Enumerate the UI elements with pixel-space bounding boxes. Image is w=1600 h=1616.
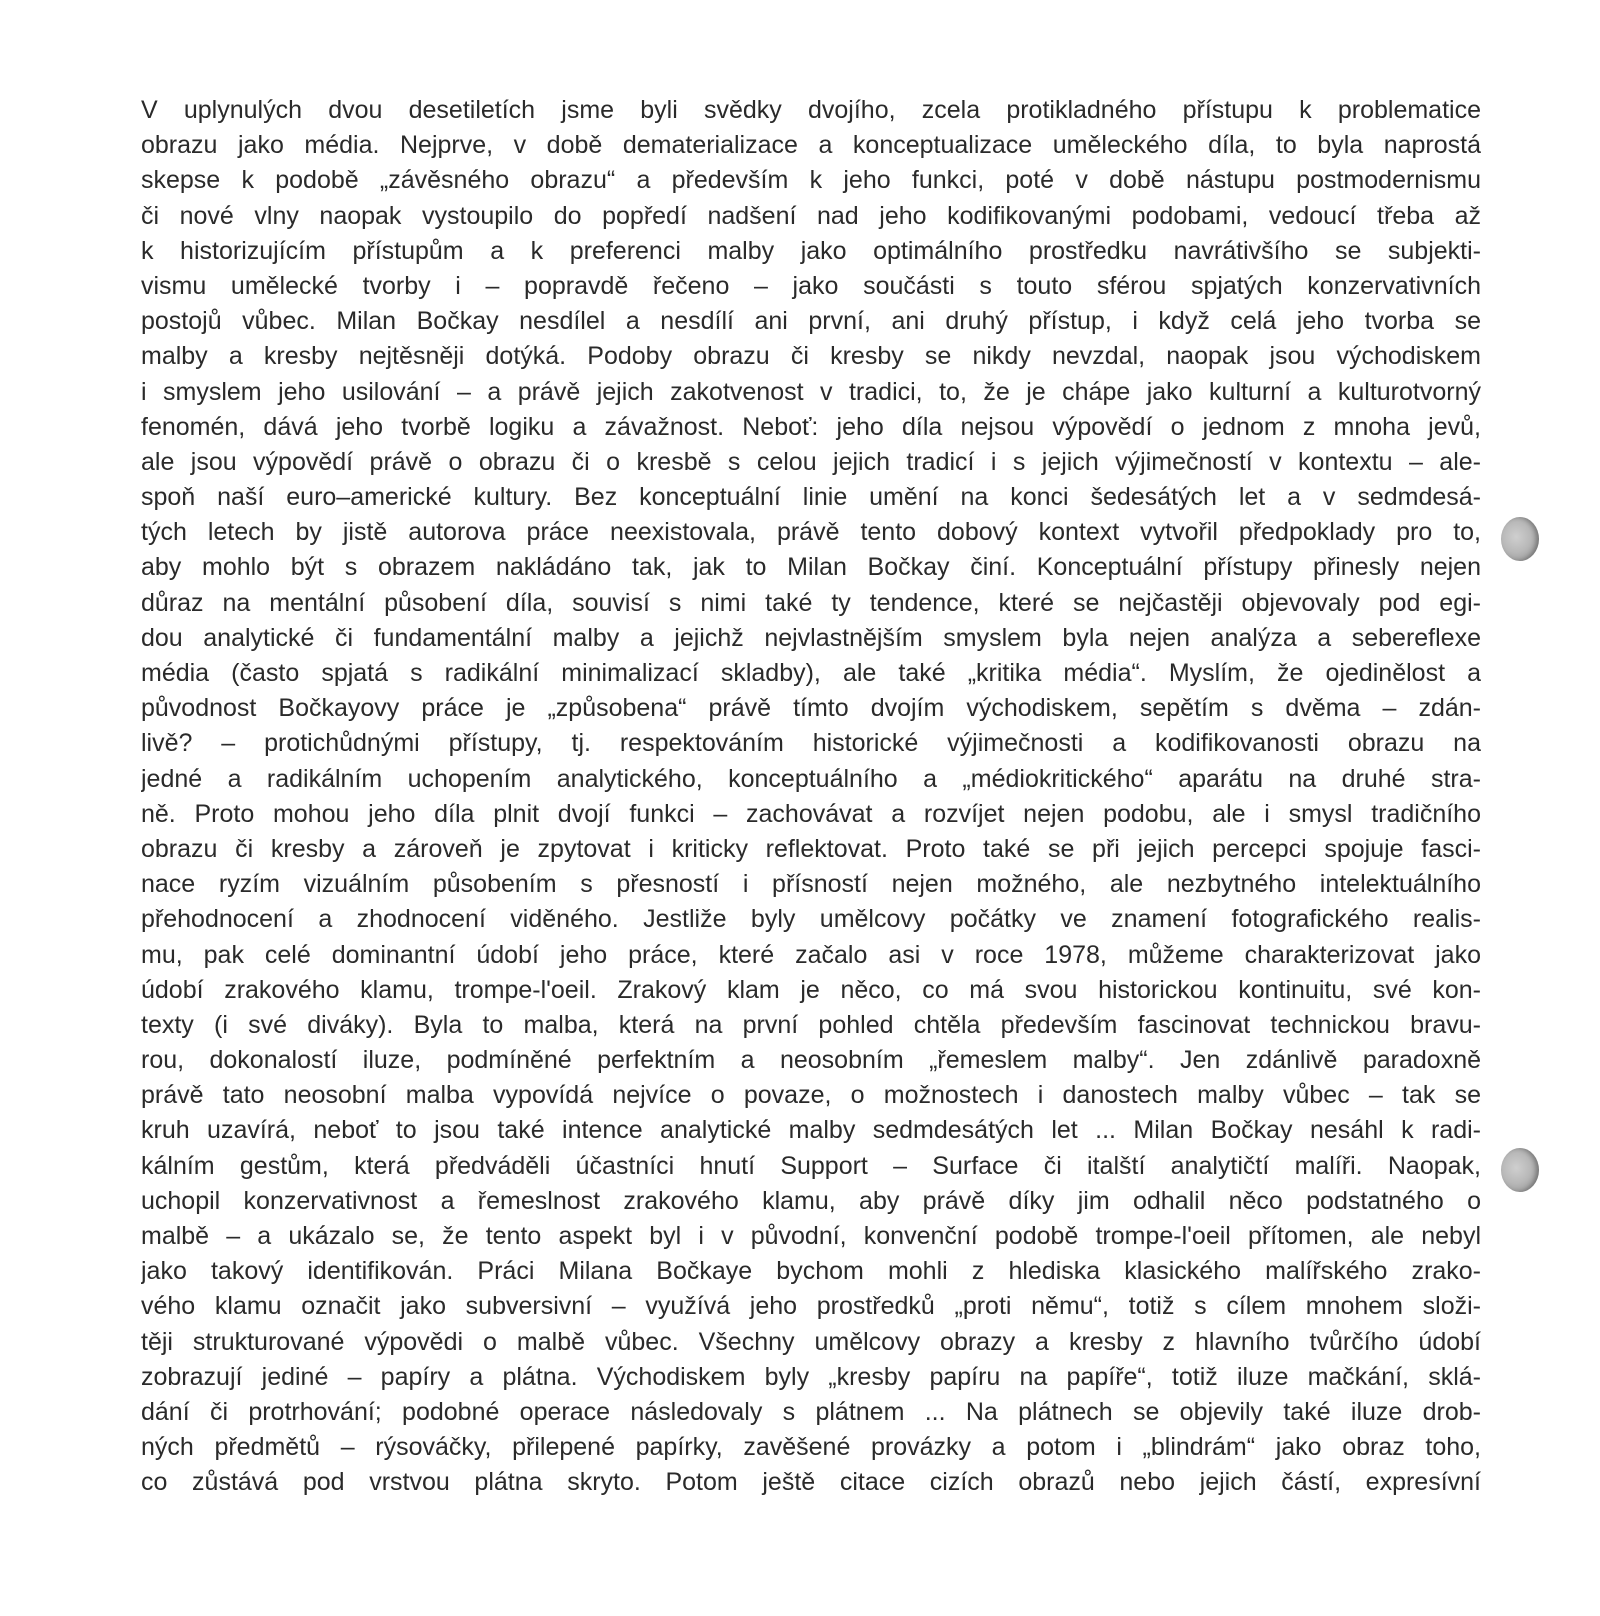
- text-line: dání či protrhování; podobné operace následovaly s plátnem ... Na plátnech se objevily také iluze drob-: [141, 1397, 1481, 1426]
- text-line: média (často spjatá s radikální minimalizací skladby), ale také „kritika média“. Myslím, že ojedinělost a: [141, 659, 1481, 687]
- text-line: původnost Bočkayovy práce je „způsobena“ právě tímto dvojím východiskem, sepětím s dvěma – zdán-: [141, 694, 1481, 723]
- text-line: údobí zrakového klamu, trompe-l'oeil. Zrakový klam je něco, co má svou historickou kontinuitu, své kon-: [141, 975, 1481, 1004]
- text-line: jedné a radikálním uchopením analytického, konceptuálního a „médiokritického“ aparátu na druhé stra-: [141, 764, 1481, 793]
- text-line: právě tato neosobní malba vypovídá nejvíce o povaze, o možnostech i danostech malby vůbec – tak se: [141, 1081, 1481, 1110]
- text-line: skepse k podobě „závěsného obrazu“ a především k jeho funkci, poté v době nástupu postmodernismu: [141, 166, 1481, 195]
- body-text: [141, 93, 1481, 1501]
- text-line: kruh uzavírá, neboť to jsou také intence analytické malby sedmdesátých let ... Milan Bočkay nesáhl k radi-: [141, 1116, 1481, 1145]
- text-line: nace ryzím vizuálním působením s přesností i přísností nejen možného, ale nezbytného intelektuálního: [141, 870, 1481, 899]
- text-line: ných předmětů – rýsováčky, přilepené papírky, zavěšené provázky a potom i „blindrám“ jako obraz toho,: [141, 1433, 1481, 1462]
- text-line: aby mohlo být s obrazem nakládáno tak, jak to Milan Bočkay činí. Konceptuální přístupy přinesly nejen: [141, 553, 1481, 582]
- text-line: rou, dokonalostí iluze, podmíněné perfektním a neosobním „řemeslem malby“. Jen zdánlivě paradoxně: [141, 1046, 1481, 1075]
- text-line: mu, pak celé dominantní údobí jeho práce, které začalo asi v roce 1978, můžeme charakterizovat jako: [141, 940, 1481, 969]
- text-line: jako takový identifikován. Práci Milana Bočkaye bychom mohli z hlediska klasického malířského zrako-: [141, 1257, 1481, 1286]
- text-line: důraz na mentální působení díla, souvisí s nimi také ty tendence, které se nejčastěji objevovaly pod egi-: [141, 588, 1481, 617]
- text-line: přehodnocení a zhodnocení viděného. Jestliže byly umělcovy počátky ve znamení fotografického realis-: [141, 905, 1481, 934]
- text-line: spoň naší euro–americké kultury. Bez konceptuální linie umění na konci šedesátých let a v sedmdesá-: [141, 483, 1481, 512]
- text-line: texty (i své diváky). Byla to malba, která na první pohled chtěla především fascinovat technickou bravu-: [141, 1010, 1481, 1039]
- text-line: tých letech by jistě autorova práce neexistovala, právě tento dobový kontext vytvořil předpoklady pro to,: [141, 518, 1481, 547]
- text-line: uchopil konzervativnost a řemeslnost zrakového klamu, aby právě díky jim odhalil něco podstatného o: [141, 1186, 1481, 1215]
- text-line: ale jsou výpovědí právě o obrazu či o kresbě s celou jejich tradicí i s jejich výjimečností v kontextu – ale-: [141, 447, 1481, 476]
- text-line: zobrazují jediné – papíry a plátna. Východiskem byly „kresby papíru na papíře“, totiž iluze mačkání, sklá-: [141, 1362, 1481, 1391]
- text-line: či nové vlny naopak vystoupilo do popředí nadšení nad jeho kodifikovanými podobami, vedoucí třeba až: [141, 201, 1481, 230]
- text-line: i smyslem jeho usilování – a právě jejich zakotvenost v tradici, to, že je chápe jako kulturní a kulturotvorný: [141, 377, 1481, 406]
- text-line: těji strukturované výpovědi o malbě vůbec. Všechny umělcovy obrazy a kresby z hlavního tvůrčího údobí: [141, 1327, 1481, 1356]
- text-line: livě? – protichůdnými přístupy, tj. respektováním historické výjimečnosti a kodifikovanosti obrazu na: [141, 729, 1481, 758]
- text-line: obrazu či kresby a zároveň je zpytovat i kriticky reflektovat. Proto také se při jejich percepci spojuje fasci-: [141, 834, 1481, 863]
- text-line: malby a kresby nejtěsněji dotýká. Podoby obrazu či kresby se nikdy nevzdal, naopak jsou východiskem: [141, 342, 1481, 371]
- text-line: postojů vůbec. Milan Bočkay nesdílel a nesdílí ani první, ani druhý přístup, i když celá jeho tvorba se: [141, 307, 1481, 336]
- text-line: V uplynulých dvou desetiletích jsme byli svědky dvojího, zcela protikladného přístupu k problematice: [141, 96, 1481, 124]
- punch-hole-top: [1501, 517, 1539, 561]
- text-line: vého klamu označit jako subversivní – využívá jeho prostředků „proti němu“, totiž s cílem mnohem složi-: [141, 1292, 1481, 1321]
- text-line: k historizujícím přístupům a k preferenci malby jako optimálního prostředku navrátivšího se subjekti-: [141, 236, 1481, 265]
- text-line: dou analytické či fundamentální malby a jejichž nejvlastnějším smyslem byla nejen analýza a sebereflexe: [141, 623, 1481, 652]
- text-line: co zůstává pod vrstvou plátna skryto. Potom ještě citace cizích obrazů nebo jejich částí, expresívní: [141, 1468, 1481, 1497]
- text-line: vismu umělecké tvorby i – popravdě řečeno – jako součásti s touto sférou spjatých konzervativních: [141, 271, 1481, 300]
- text-line: obrazu jako média. Nejprve, v době dematerializace a konceptualizace uměleckého díla, to byla naprostá: [141, 131, 1481, 160]
- punch-hole-bottom: [1501, 1148, 1539, 1192]
- text-line: kálním gestům, která předváděli účastníci hnutí Support – Surface či italští analytičtí malíři. Naopak,: [141, 1151, 1481, 1180]
- text-line: fenomén, dává jeho tvorbě logiku a závažnost. Neboť: jeho díla nejsou výpovědí o jednom z mnoha jevů,: [141, 412, 1481, 441]
- text-line: malbě – a ukázalo se, že tento aspekt byl i v původní, konvenční podobě trompe-l'oeil přítomen, ale nebyl: [141, 1222, 1481, 1250]
- text-line: ně. Proto mohou jeho díla plnit dvojí funkci – zachovávat a rozvíjet nejen podobu, ale i smysl tradičního: [141, 799, 1481, 828]
